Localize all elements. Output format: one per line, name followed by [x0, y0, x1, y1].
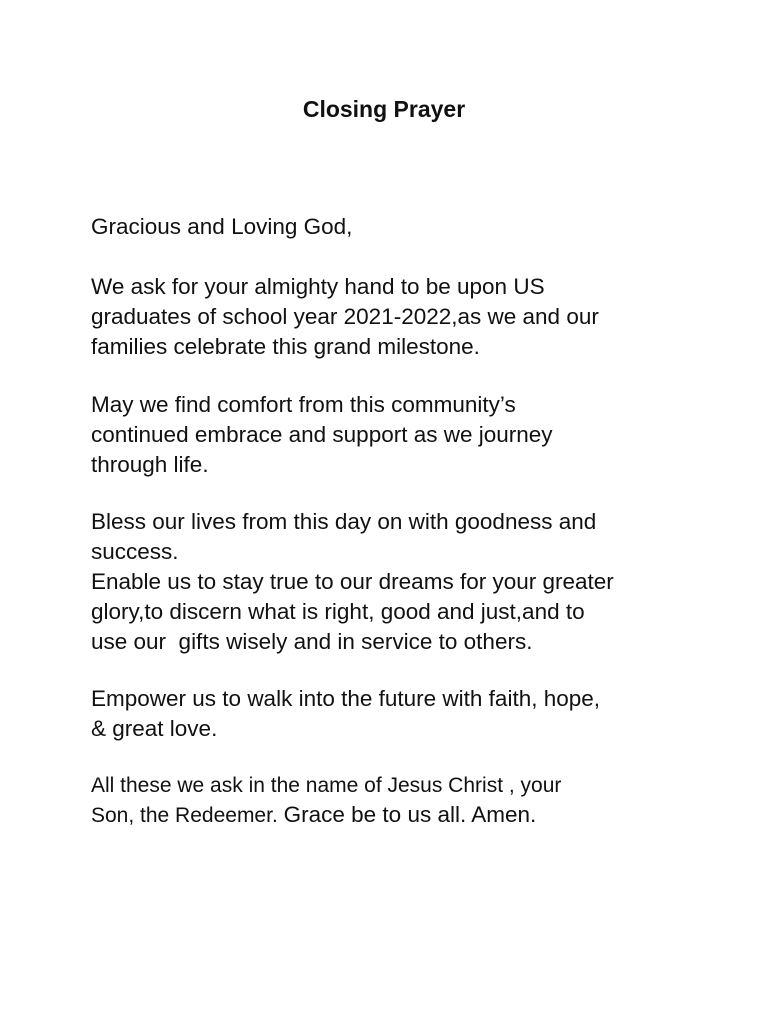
paragraph-line: All these we ask in the name of Jesus Christ , your — [91, 774, 562, 797]
paragraph-line: graduates of school year 2021-2022,as we and our — [91, 304, 599, 329]
salutation-line: Gracious and Loving God, — [91, 214, 353, 239]
paragraph-line: continued embrace and support as we journey — [91, 422, 553, 447]
paragraph-line: Enable us to stay true to our dreams for your greater — [91, 569, 614, 594]
paragraph-closing — [91, 771, 711, 830]
paragraph-line: Bless our lives from this day on with goodness and — [91, 509, 597, 534]
paragraph-line: families celebrate this grand milestone. — [91, 334, 480, 359]
salutation — [91, 212, 711, 242]
paragraph-blessing-request — [91, 272, 711, 362]
paragraph-line: We ask for your almighty hand to be upon US — [91, 274, 545, 299]
paragraph-comfort — [91, 390, 711, 480]
paragraph-line: glory,to discern what is right, good and just,and to — [91, 599, 585, 624]
paragraph-line: use our gifts wisely and in service to others. — [91, 629, 533, 654]
page-title: Closing Prayer — [302, 96, 466, 122]
paragraph-line: success. — [91, 539, 179, 564]
paragraph-line: May we find comfort from this community’s — [91, 392, 516, 417]
paragraph-line: Empower us to walk into the future with faith, hope, — [91, 686, 601, 711]
paragraph-line-amen — [91, 800, 711, 830]
paragraph-empower — [91, 684, 711, 744]
closing-text-amen: Grace be to us all. Amen. — [283, 802, 537, 827]
paragraph-line: & great love. — [91, 716, 218, 741]
paragraph-line: through life. — [91, 452, 209, 477]
paragraph-bless-lives — [91, 507, 711, 657]
closing-text-start: Son, the Redeemer. — [91, 804, 284, 827]
